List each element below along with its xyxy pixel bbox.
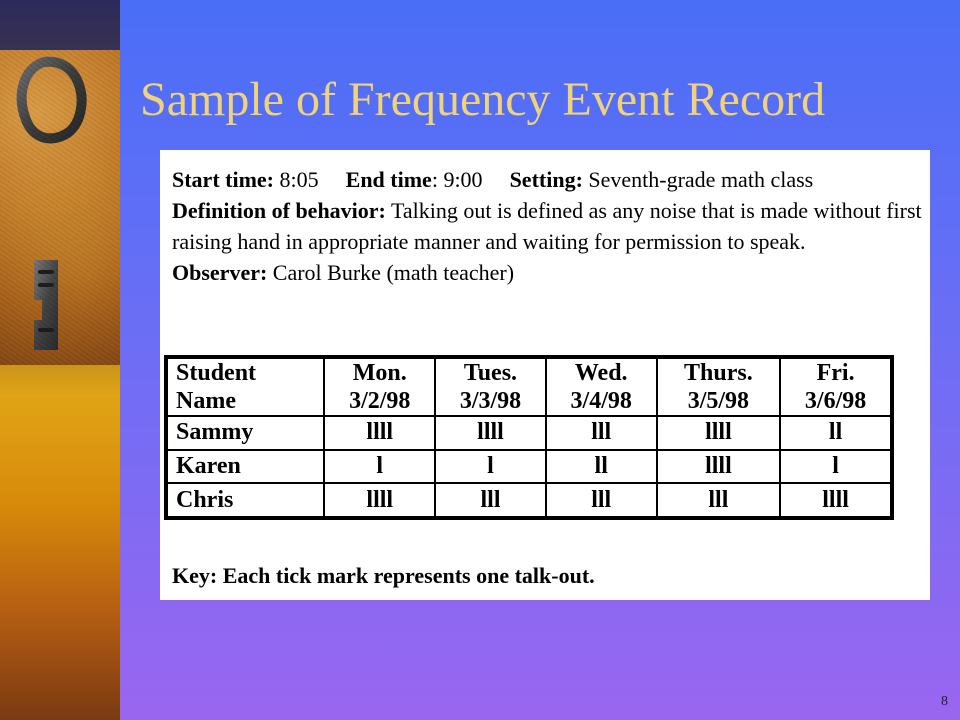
table-row — [167, 416, 891, 450]
key-note: Key: Each tick mark represents one talk-out. — [172, 563, 595, 588]
tally-cell: llll — [324, 483, 435, 517]
tally-cell: l — [435, 450, 546, 484]
header-thurs: Thurs. 3/5/98 — [657, 358, 781, 416]
header-tues: Tues. 3/3/98 — [435, 358, 546, 416]
tally-cell: llll — [657, 416, 781, 450]
tally-cell: lll — [546, 483, 657, 517]
definition-text: Talking out is defined as any noise that is made without first raising hand in appropriate manner and waiting for permission to speak. — [172, 198, 922, 254]
definition-label: Definition of behavior: — [172, 198, 386, 223]
table-row — [167, 483, 891, 517]
definition-line — [172, 195, 922, 257]
record-panel — [160, 150, 930, 600]
time-setting-line — [172, 164, 922, 195]
tally-cell: ll — [780, 416, 891, 450]
tally-cell: l — [780, 450, 891, 484]
start-time-value: 8:05 — [279, 167, 319, 192]
key-photo — [0, 50, 120, 365]
setting-label: Setting: — [509, 167, 583, 192]
tally-cell: llll — [657, 450, 781, 484]
record-details — [172, 164, 922, 288]
tally-cell: llll — [780, 483, 891, 517]
start-time-label: Start time: — [172, 167, 275, 192]
tally-cell: ll — [546, 450, 657, 484]
header-fri: Fri. 3/6/98 — [780, 358, 891, 416]
tally-cell: lll — [657, 483, 781, 517]
header-wed: Wed. 3/4/98 — [546, 358, 657, 416]
setting-value: Seventh-grade math class — [588, 167, 814, 192]
end-time-value: : 9:00 — [431, 167, 483, 192]
table-row — [167, 450, 891, 484]
tally-cell: lll — [546, 416, 657, 450]
tally-cell: llll — [324, 416, 435, 450]
observer-line — [172, 257, 922, 288]
tally-cell: l — [324, 450, 435, 484]
tally-cell: llll — [435, 416, 546, 450]
student-name: Sammy — [167, 416, 324, 450]
student-name: Chris — [167, 483, 324, 517]
page-number: 8 — [941, 694, 948, 709]
end-time-label: End time — [345, 167, 432, 192]
sidebar-decoration — [0, 0, 120, 720]
tally-cell: lll — [435, 483, 546, 517]
observer-value: Carol Burke (math teacher) — [272, 260, 515, 285]
old-key-icon — [0, 50, 120, 365]
observer-label: Observer: — [172, 260, 268, 285]
header-student: Student Name — [167, 358, 324, 416]
slide-title: Sample of Frequency Event Record — [140, 73, 826, 126]
frequency-table — [164, 355, 894, 520]
table-header-row — [167, 358, 891, 416]
header-mon: Mon. 3/2/98 — [324, 358, 435, 416]
student-name: Karen — [167, 450, 324, 484]
